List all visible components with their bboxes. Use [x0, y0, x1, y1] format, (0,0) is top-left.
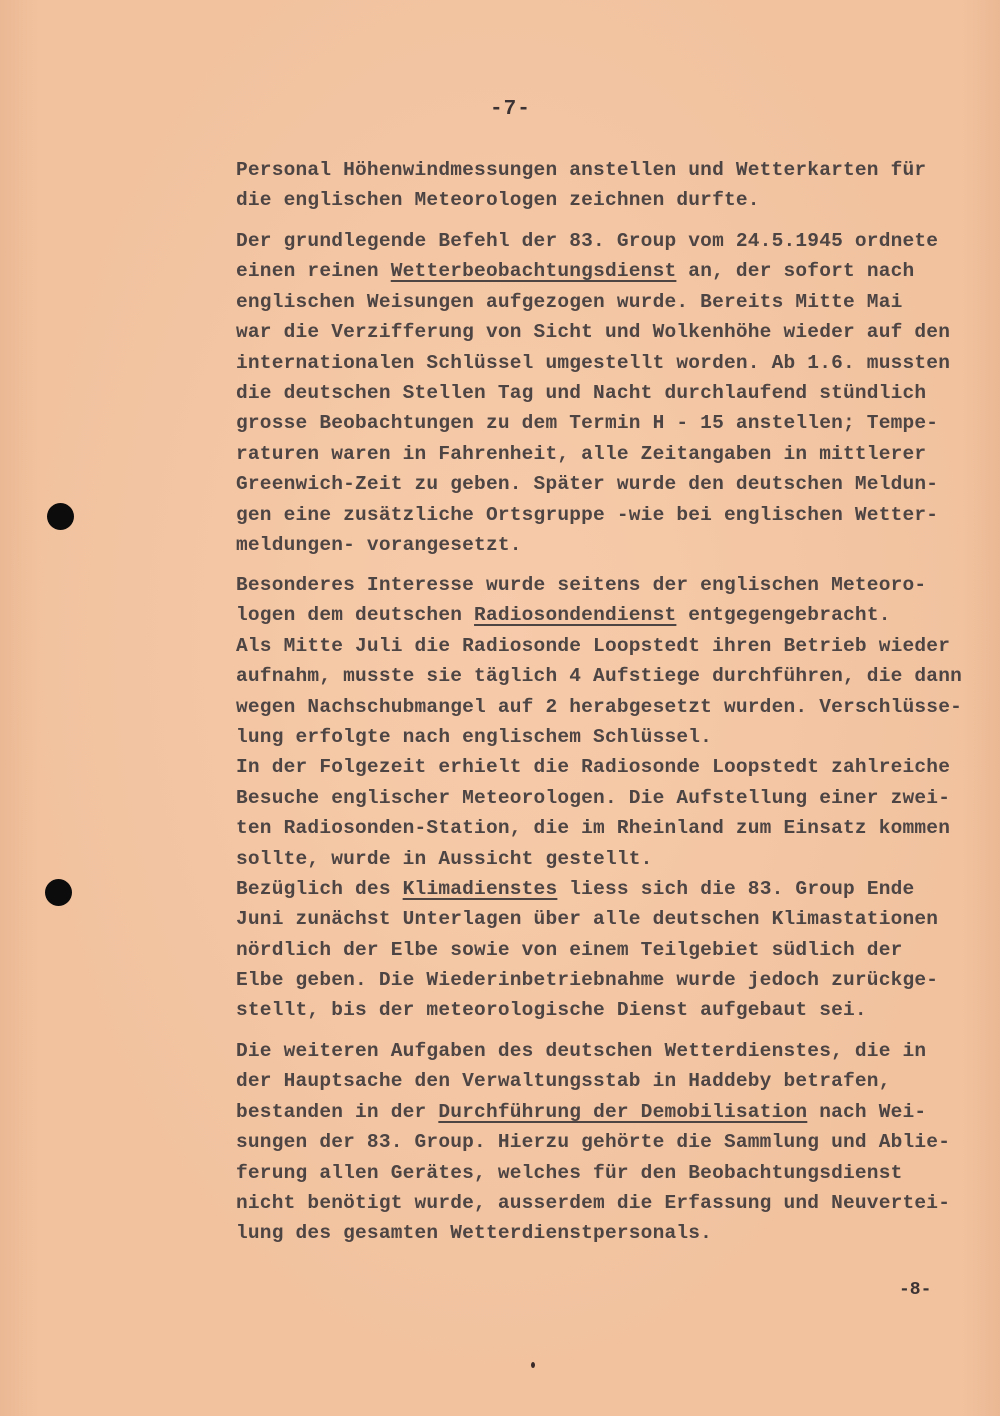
text-segment: Personal Höhenwindmessungen anstellen und Wetterkarten für — [236, 159, 927, 181]
text-line — [236, 570, 981, 600]
text-line — [236, 287, 981, 317]
text-segment: raturen waren in Fahrenheit, alle Zeitangaben in mittlerer — [236, 442, 927, 465]
text-segment: einen reinen — [236, 260, 391, 283]
paragraph-4 — [236, 1036, 981, 1249]
underlined-term: Durchführung der Demobilisation — [438, 1100, 808, 1123]
text-segment: Elbe geben. Die Wiederinbetriebnahme wurde jedoch zurückge- — [236, 969, 939, 992]
next-page-marker: -8- — [899, 1280, 932, 1300]
text-line — [236, 965, 981, 995]
text-line — [236, 348, 981, 378]
text-line — [236, 1036, 981, 1066]
text-line — [236, 439, 981, 469]
text-line — [236, 226, 981, 256]
text-line — [236, 813, 981, 843]
text-line — [236, 783, 981, 813]
text-segment: nördlich der Elbe sowie von einem Teilgebiet südlich der — [236, 938, 903, 961]
text-segment: lung erfolgte nach englischem Schlüssel. — [236, 725, 713, 748]
underlined-term: Wetterbeobachtungsdienst — [390, 260, 677, 283]
text-line — [236, 469, 981, 499]
text-line — [236, 500, 981, 530]
text-segment: sungen der 83. Group. Hierzu gehörte die Sammlung und Ablie- — [236, 1131, 951, 1154]
text-segment: gen eine zusätzliche Ortsgruppe -wie bei englischen Wetter- — [236, 503, 939, 526]
text-line — [236, 631, 981, 661]
text-segment: bestanden in der — [236, 1100, 439, 1123]
text-segment: englischen Weisungen aufgezogen wurde. Bereits Mitte Mai — [236, 290, 903, 313]
text-line — [236, 935, 981, 965]
text-segment: grosse Beobachtungen zu dem Termin H - 15 anstellen; Tempe- — [236, 412, 939, 435]
text-segment: die englischen Meteorologen zeichnen durfte. — [236, 189, 760, 212]
text-segment: Bezüglich des — [236, 877, 403, 900]
text-line — [236, 1188, 981, 1218]
paragraph-2 — [236, 226, 981, 560]
text-line — [236, 661, 981, 691]
text-segment: sollte, wurde in Aussicht gestellt. — [236, 847, 653, 870]
punch-hole-bottom — [45, 879, 72, 906]
text-line — [236, 530, 981, 560]
text-line — [236, 995, 981, 1025]
text-segment: meldungen- vorangesetzt. — [236, 533, 522, 556]
text-segment: der Hauptsache den Verwaltungsstab in Haddeby betrafen, — [236, 1070, 891, 1093]
text-line — [236, 844, 981, 874]
text-segment: die deutschen Stellen Tag und Nacht durchlaufend stündlich — [236, 381, 927, 404]
text-segment: Besonderes Interesse wurde seitens der englischen Meteoro- — [236, 574, 927, 596]
text-segment: Greenwich-Zeit zu geben. Später wurde den deutschen Meldun- — [236, 473, 939, 496]
text-segment: stellt, bis der meteorologische Dienst aufgebaut sei. — [236, 999, 867, 1022]
text-line — [236, 155, 981, 185]
page-number: -7- — [490, 98, 531, 121]
text-line — [236, 1218, 981, 1248]
text-segment: ten Radiosonden-Station, die im Rheinland zum Einsatz kommen — [236, 817, 951, 840]
text-segment: Besuche englischer Meteorologen. Die Aufstellung einer zwei- — [236, 786, 951, 809]
text-line — [236, 1158, 981, 1188]
text-line — [236, 1127, 981, 1157]
text-segment: lung des gesamten Wetterdienstpersonals. — [236, 1222, 713, 1245]
text-line — [236, 874, 981, 904]
text-segment: Die weiteren Aufgaben des deutschen Wetterdienstes, die in — [236, 1040, 927, 1062]
text-line — [236, 378, 981, 408]
text-line — [236, 1066, 981, 1096]
underlined-term: Radiosondendienst — [474, 604, 677, 627]
text-segment: nicht benötigt wurde, ausserdem die Erfassung und Neuvertei- — [236, 1191, 951, 1214]
text-segment: ferung allen Gerätes, welches für den Beobachtungsdienst — [236, 1161, 903, 1184]
text-line — [236, 722, 981, 752]
text-segment: Juni zunächst Unterlagen über alle deutschen Klimastationen — [236, 908, 939, 931]
text-segment: logen dem deutschen — [236, 604, 475, 627]
text-segment: entgegengebracht. — [676, 604, 891, 627]
text-line — [236, 600, 981, 630]
paper-speck — [531, 1362, 535, 1368]
text-segment: Der grundlegende Befehl der 83. Group vom 24.5.1945 ordnete — [236, 230, 939, 252]
text-line — [236, 408, 981, 438]
underlined-term: Klimadienstes — [402, 877, 558, 900]
paragraph-3 — [236, 570, 981, 1026]
text-segment: aufnahm, musste sie täglich 4 Aufstiege durchführen, die dann — [236, 665, 963, 688]
text-segment: In der Folgezeit erhielt die Radiosonde Loopstedt zahlreiche — [236, 756, 951, 779]
text-line — [236, 317, 981, 347]
text-line — [236, 692, 981, 722]
text-segment: internationalen Schlüssel umgestellt worden. Ab 1.6. mussten — [236, 351, 951, 374]
text-segment: liess sich die 83. Group Ende — [557, 877, 915, 900]
text-segment: war die Verzifferung von Sicht und Wolkenhöhe wieder auf den — [236, 321, 951, 344]
text-line — [236, 185, 981, 215]
text-line — [236, 256, 981, 286]
text-line — [236, 752, 981, 782]
text-segment: wegen Nachschubmangel auf 2 herabgesetzt wurden. Verschlüsse- — [236, 695, 963, 718]
text-line — [236, 904, 981, 934]
text-segment: an, der sofort nach — [676, 260, 915, 283]
text-line — [236, 1097, 981, 1127]
punch-hole-top — [47, 503, 74, 530]
text-segment: Als Mitte Juli die Radiosonde Loopstedt ihren Betrieb wieder — [236, 634, 951, 657]
paragraph-1 — [236, 155, 981, 216]
text-segment: nach Wei- — [807, 1100, 927, 1123]
